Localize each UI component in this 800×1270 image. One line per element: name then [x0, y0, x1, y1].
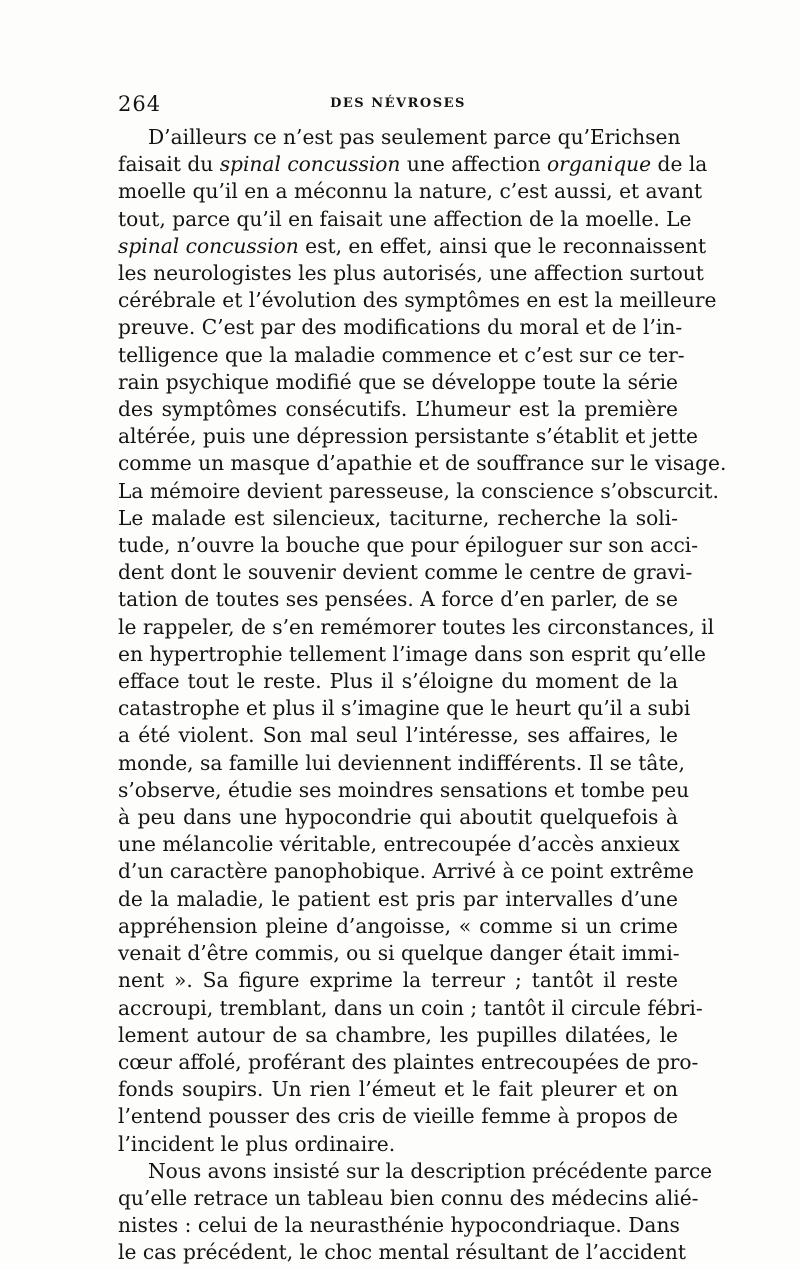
text-line	[118, 1103, 678, 1130]
text-run: nent ». Sa figure exprime la terreur ; tantôt il reste	[118, 968, 678, 993]
text-run: Nous avons insisté sur la description précédente parce	[148, 1158, 713, 1183]
italic-term: spinal concussion	[118, 233, 299, 258]
text-run: accroupi, tremblant, dans un coin ; tantôt il circule fébri-	[118, 995, 703, 1020]
running-head	[118, 92, 678, 122]
text-run: en hypertrophie tellement l’image dans son esprit qu’elle	[118, 641, 706, 666]
text-run: Le malade est silencieux, taciturne, recherche la soli-	[118, 505, 678, 530]
text-line	[118, 804, 678, 831]
text-run: cœur affolé, proférant des plaintes entrecoupées de pro-	[118, 1049, 699, 1074]
text-run: dent dont le souvenir devient comme le centre de gravi-	[118, 560, 693, 585]
text-line	[118, 478, 719, 505]
text-run: tude, n’ouvre la bouche que pour épiloguer sur son acci-	[118, 533, 699, 558]
text-line	[118, 423, 699, 450]
text-run: tation de toutes ses pensées. A force d’en parler, de se	[118, 587, 678, 612]
text-line	[118, 722, 678, 749]
text-run: une mélancolie véritable, entrecoupée d’accès anxieux	[118, 832, 680, 857]
text-line	[118, 1158, 713, 1185]
text-run: monde, sa famille lui deviennent indifférents. Il se tâte,	[118, 750, 685, 775]
text-run: catastrophe et plus il s’imagine que le heurt qu’il a subi	[118, 696, 691, 721]
text-line	[118, 314, 683, 341]
text-line	[118, 967, 678, 994]
text-line	[118, 668, 678, 695]
paragraph	[118, 124, 727, 1158]
text-run: qu’elle retrace un tableau bien connu des médecins alié-	[118, 1185, 699, 1210]
text-run: moelle qu’il en a méconnu la nature, c’est aussi, et avant	[118, 179, 703, 204]
text-line	[118, 913, 678, 940]
body-text	[118, 124, 727, 1267]
text-line	[118, 206, 692, 233]
text-line	[118, 559, 693, 586]
text-run: D’ailleurs ce n’est pas seulement parce qu’Erichsen	[148, 125, 681, 149]
text-run: lement autour de sa chambre, les pupilles dilatées, le	[118, 1022, 678, 1047]
text-run: La mémoire devient paresseuse, la conscience s’obscurcit.	[118, 478, 719, 503]
text-line	[118, 369, 678, 396]
text-run: les neurologistes les plus autorisés, une affection surtout	[118, 261, 704, 286]
text-line	[118, 641, 706, 668]
text-line	[118, 886, 678, 913]
text-run: appréhension pleine d’angoisse, « comme si un crime	[118, 913, 678, 938]
text-line	[118, 505, 678, 532]
text-run: comme un masque d’apathie et de souffrance sur le visage.	[118, 451, 727, 476]
text-run: de la	[651, 152, 708, 177]
text-line	[118, 614, 715, 641]
text-line	[118, 1212, 678, 1239]
text-run: à peu dans une hypocondrie qui aboutit quelquefois à	[118, 805, 678, 830]
text-line	[118, 1131, 678, 1158]
text-run: fonds soupirs. Un rien l’émeut et le fait pleurer et on	[118, 1077, 678, 1102]
text-line	[118, 260, 704, 287]
text-line	[118, 124, 681, 151]
text-line	[118, 1022, 678, 1049]
page-number: 264	[118, 92, 162, 116]
text-run: est, en effet, ainsi que le reconnaissent	[298, 233, 707, 258]
text-line	[118, 178, 703, 205]
text-line	[118, 450, 727, 477]
text-line	[118, 995, 703, 1022]
text-run: efface tout le reste. Plus il s’éloigne du moment de la	[118, 669, 678, 694]
text-line	[118, 1239, 686, 1266]
text-line	[118, 151, 708, 178]
text-line	[118, 532, 699, 559]
text-run: cérébrale et l’évolution des symptômes en est la meilleure	[118, 288, 717, 313]
text-run: le rappeler, de s’en remémorer toutes les circonstances, il	[118, 614, 715, 639]
text-line	[118, 831, 678, 858]
text-run: altérée, puis une dépression persistante s’établit et jette	[118, 424, 699, 449]
text-run: une affection	[400, 152, 548, 177]
italic-term: organique	[547, 152, 652, 177]
text-run: tout, parce qu’il en faisait une affection de la moelle. Le	[118, 206, 692, 231]
text-line	[118, 342, 685, 369]
text-run: rain psychique modifié que se développe toute la série	[118, 369, 678, 394]
text-run: des symptômes consécutifs. L’humeur est la première	[118, 397, 678, 422]
running-title: DES NÉVROSES	[330, 96, 466, 111]
text-line	[118, 695, 691, 722]
text-run: l’incident le plus ordinaire.	[118, 1131, 396, 1156]
text-run: telligence que la maladie commence et c’est sur ce ter-	[118, 342, 685, 367]
text-run: s’observe, étudie ses moindres sensations et tombe peu	[118, 777, 690, 802]
text-run: nistes : celui de la neurasthénie hypocondriaque. Dans	[118, 1213, 680, 1238]
text-line	[118, 1049, 699, 1076]
text-run: d’un caractère panophobique. Arrivé à ce point extrême	[118, 859, 694, 884]
text-run: de la maladie, le patient est pris par intervalles d’une	[118, 886, 678, 911]
text-run: preuve. C’est par des modifications du moral et de l’in-	[118, 315, 683, 340]
text-line	[118, 233, 707, 260]
text-line	[118, 287, 717, 314]
text-run: l’entend pousser des cris de vieille femme à propos de	[118, 1104, 678, 1129]
text-run: le cas précédent, le choc mental résultant de l’accident	[118, 1240, 686, 1265]
text-line	[118, 940, 678, 967]
paragraph	[118, 1158, 713, 1267]
text-line	[118, 586, 678, 613]
italic-term: spinal concussion	[219, 152, 401, 177]
text-line	[118, 777, 690, 804]
text-line	[118, 858, 694, 885]
text-run: faisait du	[118, 152, 220, 177]
text-line	[118, 396, 678, 423]
text-line	[118, 750, 685, 777]
text-line	[118, 1185, 699, 1212]
text-run: a été violent. Son mal seul l’intéresse, ses affaires, le	[118, 723, 678, 748]
text-run: venait d’être commis, ou si quelque danger était immi-	[118, 941, 680, 966]
text-line	[118, 1076, 678, 1103]
